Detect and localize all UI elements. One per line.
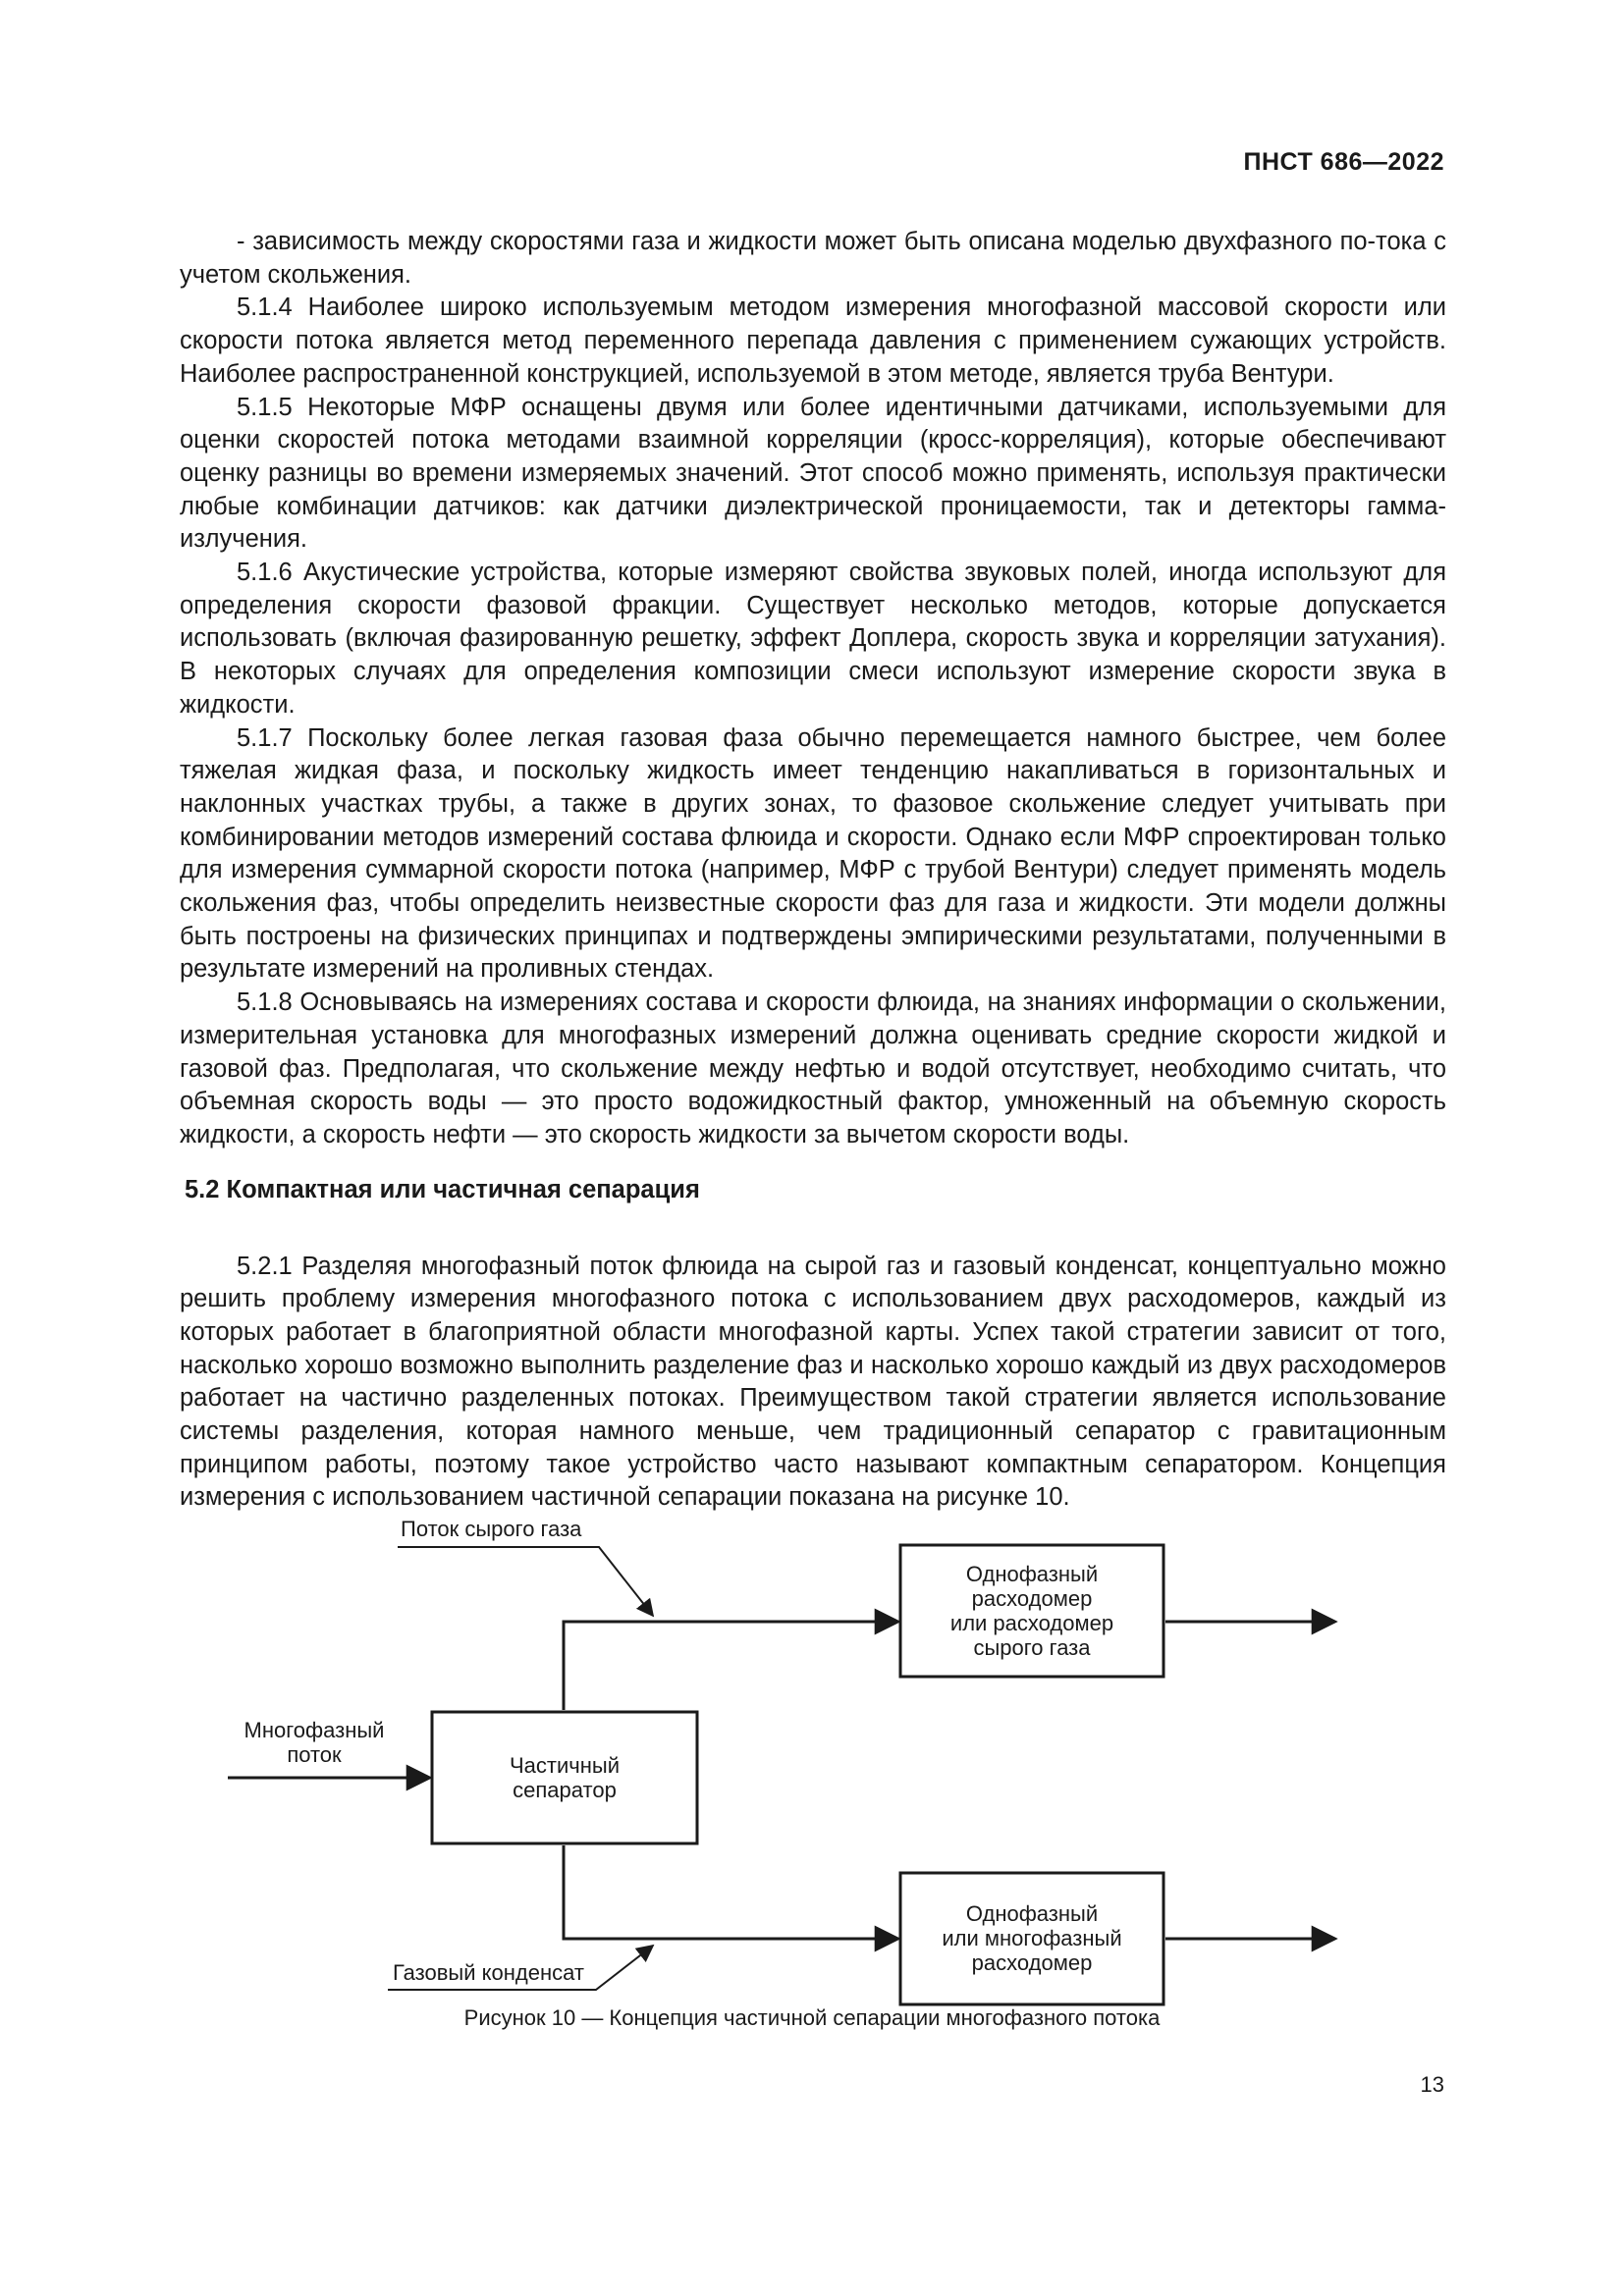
paragraph-5-2-1: 5.2.1 Разделяя многофазный поток флюида на сырой газ и газовый конденсат, концептуально можно решить проблему измерения многофазного потока с использованием двух расходомеров, каждый из которых работает в благоприятной области многофазной карты. Успех такой стратегии зависит от того, насколько хорошо возможно выполнить разделение фаз и насколько хорошо каждый из двух расходомеров работает на частично разделенных потоках. Преимуществом такой стратегии является использование системы разделения, которая намного меньше, чем традиционный сепаратор с гравитационным принципом работы, поэтому такое устройство часто называют компактным сепаратором. Концепция измерения с использованием частичной сепарации показана на рисунке 10. <box>180 1252 1446 1512</box>
separator-label-line2: сепаратор <box>513 1778 617 1802</box>
meter-top-line2: расходомер <box>971 1586 1093 1611</box>
meter-bottom-line3: расходомер <box>971 1950 1093 1975</box>
separator-label <box>432 1753 697 1802</box>
wet-gas-leader <box>398 1547 653 1616</box>
meter-bottom-line1: Однофазный <box>965 1901 1099 1926</box>
paragraph-5-1-8: 5.1.8 Основываясь на измерениях состава и скорости флюида, на знаниях информации о скольжении, измерительная установка для многофазных измерений должна оценивать средние скорости жидкой и газовой фаз. Предполагая, что скольжение между нефтью и водой отсутствует, необходимо считать, что объемная скорость воды — это просто водожидкостный фактор, умноженный на объемную скорость жидкости, а скорость нефти — это скорость жидкости за вычетом скорости воды. <box>180 988 1446 1148</box>
input-label <box>236 1718 393 1767</box>
page-number: 13 <box>1420 2072 1444 2097</box>
meter-top-line1: Однофазный <box>965 1562 1099 1586</box>
section-heading: 5.2 Компактная или частичная сепарация <box>185 1176 700 1203</box>
meter-bottom-line2: или многофазный <box>942 1926 1122 1950</box>
document-code: ПНСТ 686—2022 <box>1243 148 1444 176</box>
paragraph-5-1-6: 5.1.6 Акустические устройства, которые измеряют свойства звуковых полей, иногда используют для определения скорости фазовой фракции. Существует несколько методов, которые допускается использовать (включая фазированную решетку, эффект Доплера, скорость звука и корреляции затухания). В некоторых случаях для определения композиции смеси используют измерение скорости звука в жидкости. <box>180 559 1446 719</box>
paragraph-5-1-7: 5.1.7 Поскольку более легкая газовая фаза обычно перемещается намного быстрее, чем более тяжелая жидкая фаза, и поскольку жидкость имеет тенденцию накапливаться в горизонтальных и наклонных участках трубы, а также в других зонах, то фазовое скольжение следует учитывать при комбинировании методов измерений состава флюида и скорости. Однако если МФР спроектирован только для измерения суммарной скорости потока (например, МФР с трубой Вентури) следует применять модель скольжения фаз, чтобы определить неизвестные скорости фаз для газа и жидкости. Эти модели должны быть построены на физических принципах и подтверждены эмпирическими результатами, полученными в результате измерений на проливных стендах. <box>180 723 1446 984</box>
separator-label-line1: Частичный <box>510 1753 620 1778</box>
input-label-line1: Многофазный <box>244 1718 385 1742</box>
condensate-flow-line <box>564 1845 898 1939</box>
gas-flow-line <box>564 1622 898 1710</box>
figure-caption: Рисунок 10 — Концепция частичной сепарации многофазного потока <box>463 2005 1161 2030</box>
paragraph-5-1-4: 5.1.4 Наиболее широко используемым методом измерения многофазной массовой скорости или скорости потока является метод переменного перепада давления с применением сужающих устройств. Наиболее распространенной конструкцией, используемой в этом методе, является труба Вентури. <box>180 294 1446 388</box>
meter-top-label <box>900 1562 1164 1660</box>
meter-top-line3: или расходомер <box>949 1611 1114 1635</box>
meter-top-line4: сырого газа <box>973 1635 1091 1660</box>
paragraph-5-1-5: 5.1.5 Некоторые МФР оснащены двумя или более идентичными датчиками, используемыми для оценки скоростей потока методами взаимной корреляции (кросс-корреляция), которые обеспечивают оценку разницы во времени измеряемых значений. Этот способ можно применять, используя практически любые комбинации датчиков: как датчики диэлектрической проницаемости, так и детекторы гамма-излучения. <box>180 393 1446 554</box>
meter-bottom-label <box>900 1901 1164 1975</box>
condensate-label: Газовый конденсат <box>393 1960 584 1985</box>
input-label-line2: поток <box>287 1742 342 1767</box>
paragraph-dependence: - зависимость между скоростями газа и жидкости может быть описана моделью двухфазного по-тока с учетом скольжения. <box>180 228 1446 289</box>
wet-gas-label: Поток сырого газа <box>401 1517 582 1541</box>
